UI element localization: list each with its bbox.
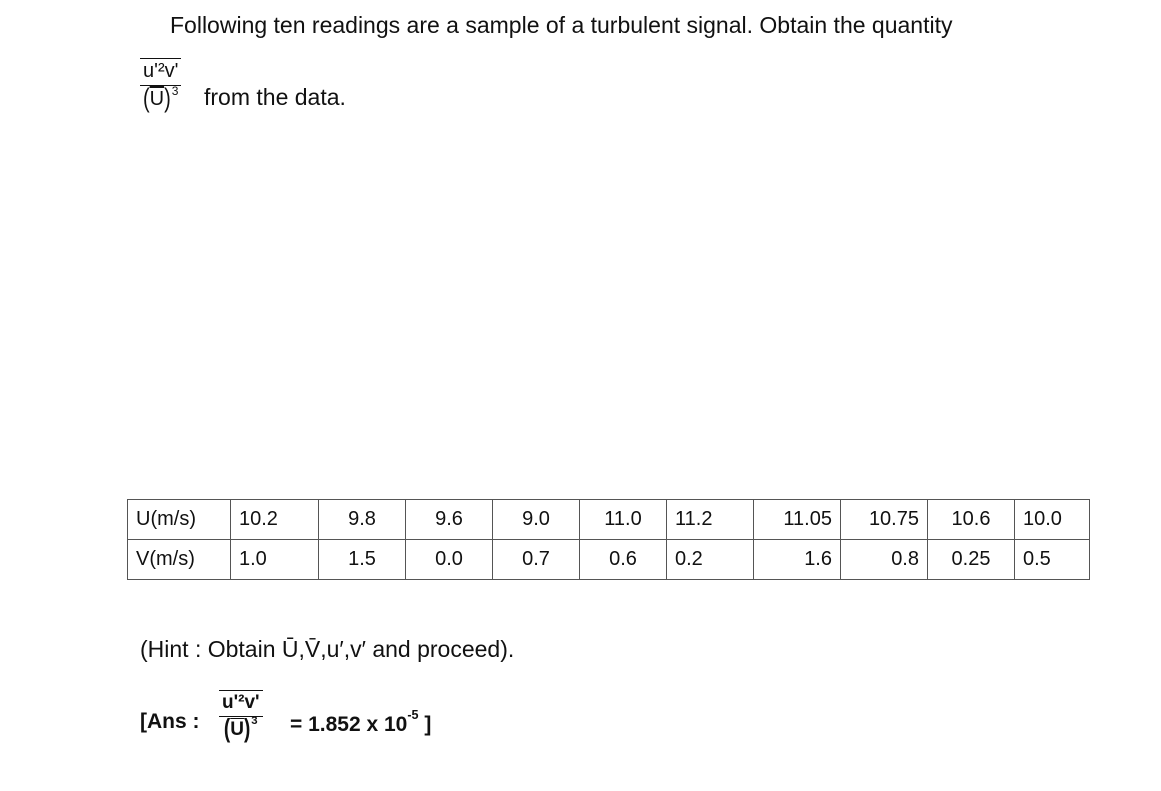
- table-cell: 0.0: [406, 540, 493, 580]
- table-cell: 11.05: [754, 500, 841, 540]
- from-data-text: from the data.: [204, 84, 346, 110]
- table-cell: 11.0: [580, 500, 667, 540]
- table-cell: 1.6: [754, 540, 841, 580]
- mean-velocity-symbol: U: [149, 88, 165, 110]
- answer-numerator: u'²v': [219, 690, 263, 712]
- table-cell: 0.6: [580, 540, 667, 580]
- table-row: [128, 500, 1090, 540]
- hint-text: (Hint : Obtain Ū,V̄,u′,v′ and proceed).: [140, 636, 515, 662]
- table-cell: 0.5: [1015, 540, 1090, 580]
- problem-statement: Following ten readings are a sample of a turbulent signal. Obtain the quantity: [170, 12, 953, 38]
- table-cell: 1.5: [319, 540, 406, 580]
- table-cell: 10.6: [928, 500, 1015, 540]
- answer-mean-velocity-symbol: U: [230, 719, 244, 740]
- answer-value-prefix: = 1.852 x 10: [290, 713, 408, 736]
- answer-denominator: ( U ) $^3$: [223, 715, 258, 744]
- denominator-exponent: 3: [171, 83, 179, 98]
- answer-value: [290, 708, 432, 737]
- answer-label: [Ans :: [140, 710, 200, 733]
- quantity-fraction: [140, 58, 181, 114]
- table-cell: 9.8: [319, 500, 406, 540]
- table-row: [128, 540, 1090, 580]
- table-cell: 10.2: [231, 500, 319, 540]
- answer-value-suffix: ]: [418, 713, 432, 736]
- table-cell: 10.75: [841, 500, 928, 540]
- table-cell: 1.0: [231, 540, 319, 580]
- row-label: V(m/s): [128, 540, 231, 580]
- table-cell: 0.7: [493, 540, 580, 580]
- table-cell: 11.2: [667, 500, 754, 540]
- table-cell: 0.2: [667, 540, 754, 580]
- answer-fraction: [219, 690, 263, 744]
- table-cell: 0.8: [841, 540, 928, 580]
- table-cell: 9.6: [406, 500, 493, 540]
- table-cell: 9.0: [493, 500, 580, 540]
- table-cell: 0.25: [928, 540, 1015, 580]
- row-label: U(m/s): [128, 500, 231, 540]
- readings-table: [127, 499, 1090, 580]
- fraction-numerator: u'²v': [140, 58, 181, 81]
- answer-value-exponent: -5: [407, 708, 419, 723]
- fraction-denominator: ( U ) $^3$: [142, 83, 179, 114]
- table-cell: 10.0: [1015, 500, 1090, 540]
- answer-denominator-exponent: 3: [251, 715, 258, 728]
